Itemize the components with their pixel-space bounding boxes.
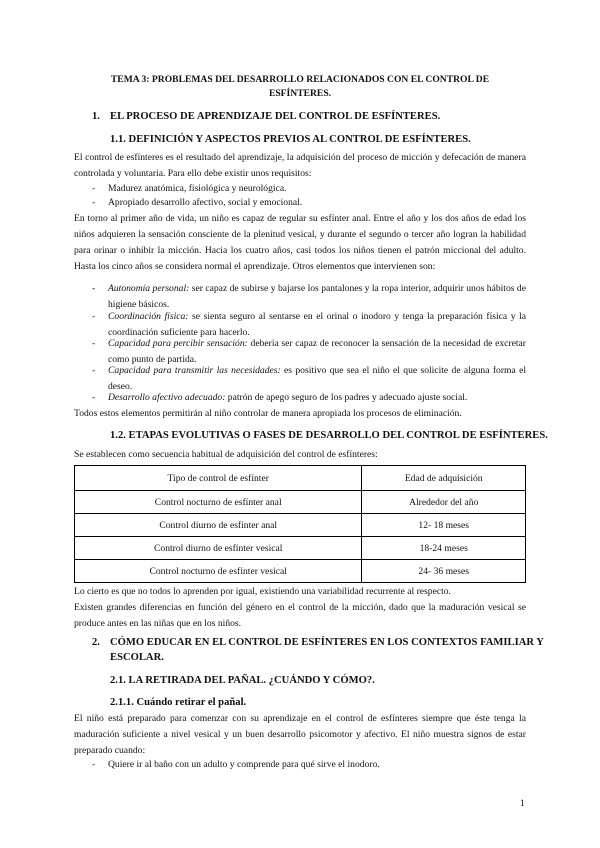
table-row xyxy=(75,560,526,583)
paragraph-sequence-intro: Se establecen como secuencia habitual de adquisición del control de esfínteres: xyxy=(74,449,378,460)
list-bullet: - xyxy=(92,283,96,294)
list-bullet: - xyxy=(92,311,96,322)
paragraph-definition: El control de esfínteres es el resultado del aprendizaje, la adquisición del proceso de micción y defecación de manera controlada y voluntaria. Para ello debe existir unos requisitos: xyxy=(74,152,526,179)
list-bullet: - xyxy=(92,365,96,376)
document-title-line-1: TEMA 3: PROBLEMAS DEL DESARROLLO RELACIONADOS CON EL CONTROL DE xyxy=(110,74,490,85)
element-term: Autonomía personal: xyxy=(108,283,190,294)
table-cell-age: 24- 36 meses xyxy=(362,560,526,583)
element-text: ser capaz de subirse y bajarse los pantalones y la ropa interior, adquirir unos hábitos de higiene básicos. xyxy=(108,283,526,310)
table-header-age: Edad de adquisición xyxy=(362,466,526,491)
element-text: patrón de apego seguro de los padres y adecuado ajuste social. xyxy=(225,392,468,403)
paragraph-gender-differences: Existen grandes diferencias en función del género en el control de la micción, dado que la maduración vesical se produce antes en las niñas que en los niños. xyxy=(74,602,526,629)
table-row xyxy=(75,537,526,560)
paragraph-elements-conclusion: Todos estos elementos permitirán al niño controlar de manera apropiada los procesos de eliminación. xyxy=(74,408,462,419)
table-cell-type: Control diurno de esfínter anal xyxy=(75,514,362,537)
list-bullet: - xyxy=(92,183,96,194)
element-term: Capacidad para percibir sensación: xyxy=(108,338,248,349)
element-text: se sienta seguro al sentarse en el orinal o inodoro y tenga la preparación física y la coordinación suficiente para hacerlo. xyxy=(108,311,526,338)
table-cell-age: 18-24 meses xyxy=(362,537,526,560)
element-text: debería ser capaz de reconocer la sensación de la necesidad de excretar como punto de partida. xyxy=(108,338,526,365)
element-term: Desarrollo afectivo adecuado: xyxy=(108,392,226,403)
table-header-row xyxy=(75,466,526,491)
section-2-heading-line-2: ESCOLAR. xyxy=(110,652,164,663)
acquisition-table xyxy=(74,465,526,583)
list-bullet: - xyxy=(92,338,96,349)
requirement-item-2: Apropiado desarrollo afectivo, social y emocional. xyxy=(108,197,303,208)
element-text: es positivo que sea el niño el que solicite de alguna forma el deseo. xyxy=(108,365,526,392)
element-term: Capacidad para transmitir las necesidades: xyxy=(108,365,281,376)
requirement-item-1: Madurez anatómica, fisiológica y neurológica. xyxy=(108,183,287,194)
table-cell-type: Control nocturno de esfínter vesical xyxy=(75,560,362,583)
section-1-1-heading: 1.1. DEFINICIÓN Y ASPECTOS PREVIOS AL CONTROL DE ESFÍNTERES. xyxy=(110,134,471,145)
table-cell-age: Alrededor del año xyxy=(362,491,526,514)
paragraph-development: En torno al primer año de vida, un niño es capaz de regular su esfínter anal. Entre el año y los dos años de edad los niños adquieren la sensación consciente de la plenitud vesical, y durante el segundo o tercer año logran la habilidad para orinar o inhibir la micción. Hacia los cuatro años, casi todos los niños tienen el patrón miccional del adulto. Hasta los cinco años se considera normal el aprendizaje. Otros elementos que intervienen son: xyxy=(74,213,526,272)
table-row xyxy=(75,514,526,537)
list-bullet: - xyxy=(92,392,96,403)
section-1-number: 1. xyxy=(92,111,100,122)
paragraph-readiness: El niño está preparado para comenzar con su aprendizaje en el control de esfínteres siempre que éste tenga la maduración suficiente a nivel vesical y un buen desarrollo psicomotor y afectivo. El niño muestra signos de estar preparado cuando: xyxy=(74,713,526,756)
list-bullet: - xyxy=(92,197,96,208)
section-2-1-heading: 2.1. LA RETIRADA DEL PAÑAL. ¿CUÁNDO Y CÓMO?. xyxy=(110,675,375,686)
document-title-line-2: ESFÍNTERES. xyxy=(268,88,332,99)
table-cell-type: Control diurno de esfínter vesical xyxy=(75,537,362,560)
sign-item-1: Quiere ir al baño con un adulto y comprende para qué sirve el inodoro. xyxy=(108,759,380,770)
table-row xyxy=(75,491,526,514)
section-1-2-heading: 1.2. ETAPAS EVOLUTIVAS O FASES DE DESARROLLO DEL CONTROL DE ESFÍNTERES. xyxy=(110,430,548,441)
section-2-1-1-heading: 2.1.1. Cuándo retirar el pañal. xyxy=(110,697,247,708)
element-item-5 xyxy=(108,390,526,406)
paragraph-variability: Lo cierto es que no todos lo aprenden por igual, existiendo una variabilidad recurrente al respecto. xyxy=(74,586,451,597)
list-bullet: - xyxy=(92,759,96,770)
table-cell-age: 12- 18 meses xyxy=(362,514,526,537)
table-header-type: Tipo de control de esfínter xyxy=(75,466,362,491)
section-2-heading-line-1: CÓMO EDUCAR EN EL CONTROL DE ESFÍNTERES EN LOS CONTEXTOS FAMILIAR Y xyxy=(110,637,544,648)
section-1-heading: EL PROCESO DE APRENDIZAJE DEL CONTROL DE ESFÍNTERES. xyxy=(110,111,441,122)
page-number: 1 xyxy=(520,798,525,809)
section-2-number: 2. xyxy=(92,637,100,648)
table-cell-type: Control nocturno de esfínter anal xyxy=(75,491,362,514)
element-term: Coordinación física: xyxy=(108,311,189,322)
